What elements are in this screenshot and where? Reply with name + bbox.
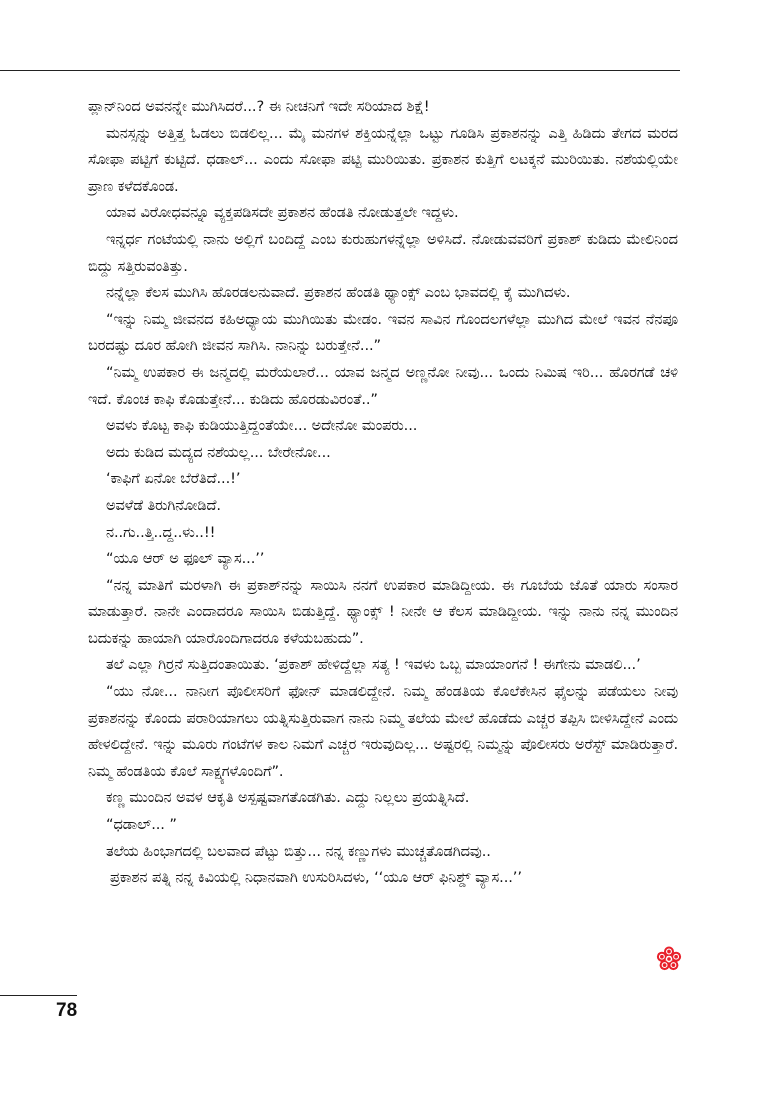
- paragraph: ಪ್ಲಾನ್‌ನಿಂದ ಅವನನ್ನೇ ಮುಗಿಸಿದರೆ...? ಈ ನೀಚನಿಗೆ ಇದೇ ಸರಿಯಾದ ಶಿಕ್ಷೆ!: [88, 98, 430, 115]
- paragraph: ನನ್ನೆಲ್ಲಾ ಕೆಲಸ ಮುಗಿಸಿ ಹೊರಡಲನುವಾದೆ. ಪ್ರಕಾಶನ ಹೆಂಡತಿ ಥ್ಯಾಂಕ್ಸ್ ಎಂಬ ಭಾವದಲ್ಲಿ ಕೈ ಮುಗಿದಳು.: [106, 284, 571, 302]
- paragraph: ಅವಳೆಡೆ ತಿರುಗಿನೋಡಿದೆ.: [106, 496, 221, 514]
- paragraph: ಪ್ರಕಾಶನ ಪತ್ನಿ ನನ್ನ ಕಿವಿಯಲ್ಲಿ ನಿಧಾನವಾಗಿ ಉಸುರಿಸಿದಳು, ‘‘ಯೂ ಆರ್ ಫಿನಿಶ್ಡ್ ವ್ಯಾಸ...’’: [110, 869, 522, 887]
- paragraph: “ಧಡಾಲ್... ”: [106, 816, 177, 834]
- page-number: 78: [56, 1000, 78, 1021]
- paragraph: ಅದು ಕುಡಿದ ಮದ್ಯದ ನಶೆಯಲ್ಲ... ಬೇರೇನೋ...: [106, 443, 331, 461]
- paragraph: “ನಿಮ್ಮ ಉಪಕಾರ ಈ ಜನ್ಮದಲ್ಲಿ ಮರೆಯಲಾರೆ... ಯಾವ ಜನ್ಮದ ಅಣ್ಣನೋ ನೀವು... ಒಂದು ನಿಮಿಷ ಇರಿ... ಹೊರಗಡೆ ಚಳಿ ಇದೆ. ಕೊಂಚ ಕಾಫಿ ಕೊಡುತ್ತೇನೆ... ಕುಡಿದು ಹೊರಡುವಿರಂತೆ..”: [88, 363, 678, 408]
- paragraph: ತಲೆಯ ಹಿಂಭಾಗದಲ್ಲಿ ಬಲವಾದ ಪೆಟ್ಟು ಬಿತ್ತು... ನನ್ನ ಕಣ್ಣುಗಳು ಮುಚ್ಚತೊಡಗಿದವು..: [106, 842, 491, 860]
- paragraph: ನ..ಗು..ತ್ತಿ..ದ್ದ..ಳು..!!: [106, 523, 216, 541]
- top-rule: [0, 70, 680, 71]
- paragraph: ಇನ್ನರ್ಧ ಗಂಟೆಯಲ್ಲಿ ನಾನು ಅಲ್ಲಿಗೆ ಬಂದಿದ್ದೆ ಎಂಬ ಕುರುಹುಗಳನ್ನೆಲ್ಲಾ ಅಳಿಸಿದೆ. ನೋಡುವವರಿಗೆ ಪ್ರಕಾಶ್ ಕುಡಿದು ಮೇಲಿನಿಂದ ಬಿದ್ದು ಸತ್ತಿರುವಂತಿತ್ತು.: [88, 230, 678, 275]
- paragraph: “ಇನ್ನು ನಿಮ್ಮ ಜೀವನದ ಕಹಿಅಧ್ಯಾಯ ಮುಗಿಯಿತು ಮೇಡಂ. ಇವನ ಸಾವಿನ ಗೊಂದಲಗಳೆಲ್ಲಾ ಮುಗಿದ ಮೇಲೆ ಇವನ ನೆನಪೂ ಬರದಷ್ಟು ದೂರ ಹೋಗಿ ಜೀವನ ಸಾಗಿಸಿ. ನಾನಿನ್ನು ಬರುತ್ತೇನೆ...”: [88, 310, 678, 355]
- paragraph: ಅವಳು ಕೊಟ್ಟ ಕಾಫಿ ಕುಡಿಯುತ್ತಿದ್ದಂತೆಯೇ... ಅದೇನೋ ಮಂಪರು...: [106, 417, 418, 435]
- paragraph: “ನನ್ನ ಮಾತಿಗೆ ಮರಳಾಗಿ ಈ ಪ್ರಕಾಶ್‌ನನ್ನು ಸಾಯಿಸಿ ನನಗೆ ಉಪಕಾರ ಮಾಡಿದ್ದೀಯ. ಈ ಗೂಬೆಯ ಜೊತೆ ಯಾರು ಸಂಸಾರ ಮಾಡುತ್ತಾರೆ. ನಾನೇ ಎಂದಾದರೂ ಸಾಯಿಸಿ ಬಿಡುತ್ತಿದ್ದೆ. ಥ್ಯಾಂಕ್ಸ್ ! ನೀನೇ ಆ ಕೆಲಸ ಮಾಡಿದ್ದೀಯ. ಇನ್ನು ನಾನು ನನ್ನ ಮುಂದಿನ ಬದುಕನ್ನು ಹಾಯಾಗಿ ಯಾರೊಂದಿಗಾದರೂ ಕಳೆಯಬಹುದು”.: [88, 576, 678, 647]
- paragraph: ‘ಕಾಫಿಗೆ ಏನೋ ಬೆರೆತಿದೆ...!’: [106, 470, 241, 488]
- flower-ornament-icon: [656, 946, 682, 972]
- bottom-rule: [0, 995, 77, 996]
- paragraph: ಯಾವ ವಿರೋಧವನ್ನೂ ವ್ಯಕ್ತಪಡಿಸದೇ ಪ್ರಕಾಶನ ಹೆಂಡತಿ ನೋಡುತ್ತಲೇ ಇದ್ದಳು.: [106, 204, 459, 222]
- paragraph: ತಲೆ ಎಲ್ಲಾ ಗಿರ್ರನೆ ಸುತ್ತಿದಂತಾಯಿತು. ‘ಪ್ರಕಾಶ್ ಹೇಳಿದ್ದೆಲ್ಲಾ ಸತ್ಯ ! ಇವಳು ಒಬ್ಬ ಮಾಯಾಂಗನೆ ! ಈಗೇನು ಮಾಡಲಿ...’: [106, 656, 641, 674]
- paragraph: ಕಣ್ಣ ಮುಂದಿನ ಅವಳ ಆಕೃತಿ ಅಸ್ಪಷ್ಟವಾಗತೊಡಗಿತು. ಎದ್ದು ನಿಲ್ಲಲು ಪ್ರಯತ್ನಿಸಿದೆ.: [106, 789, 470, 807]
- paragraph: ಮನಸ್ಸನ್ನು ಅತ್ತಿತ್ತ ಓಡಲು ಬಿಡಲಿಲ್ಲ... ಮೈ ಮನಗಳ ಶಕ್ತಿಯನ್ನೆಲ್ಲಾ ಒಟ್ಟು ಗೂಡಿಸಿ ಪ್ರಕಾಶನನ್ನು ಎತ್ತಿ ಹಿಡಿದು ತೇಗದ ಮರದ ಸೋಫಾ ಪಟ್ಟಿಗೆ ಕುಟ್ಟಿದೆ. ಧಡಾಲ್... ಎಂದು ಸೋಫಾ ಪಟ್ಟಿ ಮುರಿಯಿತು. ಪ್ರಕಾಶನ ಕುತ್ತಿಗೆ ಲಟಕ್ಕನೆ ಮುರಿಯಿತು. ನಶೆಯಲ್ಲಿಯೇ ಪ್ರಾಣ ಕಳೆದಕೊಂಡ.: [88, 124, 678, 195]
- story-text: [88, 94, 678, 892]
- paragraph: “ಯೂ ಆರ್ ಅ ಫೂಲ್ ವ್ಯಾಸ...’’: [106, 550, 265, 568]
- paragraph: “ಯು ನೋ... ನಾನೀಗ ಪೊಲೀಸರಿಗೆ ಫೋನ್ ಮಾಡಲಿದ್ದೇನೆ. ನಿಮ್ಮ ಹೆಂಡತಿಯ ಕೊಲೆಕೇಸಿನ ಫೈಲನ್ನು ಪಡೆಯಲು ನೀವು ಪ್ರಕಾಶನನ್ನು ಕೊಂದು ಪರಾರಿಯಾಗಲು ಯತ್ನಿಸುತ್ತಿರುವಾಗ ನಾನು ನಿಮ್ಮ ತಲೆಯ ಮೇಲೆ ಹೊಡೆದು ಎಚ್ಚರ ತಪ್ಪಿಸಿ ಬೀಳಿಸಿದ್ದೇನೆ ಎಂದು ಹೇಳಲಿದ್ದೇನೆ. ಇನ್ನು ಮೂರು ಗಂಟೆಗಳ ಕಾಲ ನಿಮಗೆ ಎಚ್ಚರ ಇರುವುದಿಲ್ಲ... ಅಷ್ಟರಲ್ಲಿ ನಿಮ್ಮನ್ನು ಪೊಲೀಸರು ಅರೆಸ್ಟ್ ಮಾಡಿರುತ್ತಾರೆ. ನಿಮ್ಮ ಹೆಂಡತಿಯ ಕೊಲೆ ಸಾಕ್ಷ್ಯಗಳೊಂದಿಗೆ”.: [88, 683, 678, 780]
